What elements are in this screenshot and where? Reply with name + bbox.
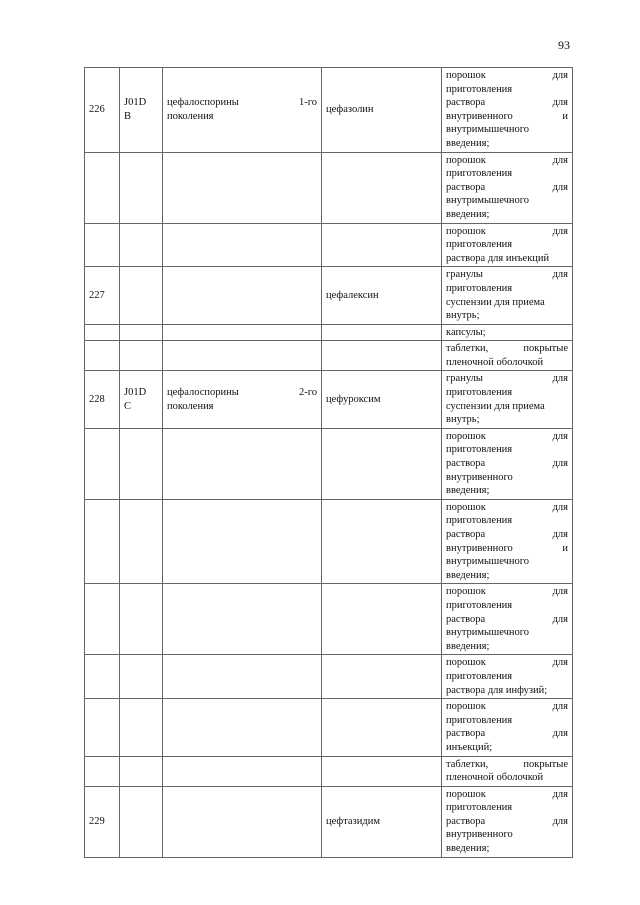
dosage-form [442,341,573,371]
atc-code [120,699,163,756]
table-row [85,786,573,857]
drug-group-suffix: поколения [167,110,214,122]
drug-group [163,428,322,499]
dosage-form-line: внутримышечного [446,195,530,207]
dosage-form [442,428,573,499]
table-row [85,371,573,428]
dosage-form-line: приготовления [446,239,513,251]
drug-group [163,655,322,699]
dosage-form-line: порошок для [446,154,568,166]
table-row [85,324,573,341]
drug-name [322,428,442,499]
dosage-form-line: введения; [446,208,490,220]
dosage-form-line: внутримышечного [446,627,530,639]
atc-code [120,267,163,324]
table-row [85,341,573,371]
drug-name [322,223,442,267]
drug-name [322,324,442,341]
row-number [85,499,120,584]
drug-name [322,341,442,371]
dosage-form [442,756,573,786]
dosage-form-line: порошок для [446,701,568,713]
table-body [85,68,573,858]
dosage-form-line: приготовления [446,168,513,180]
dosage-form [442,267,573,324]
dosage-form-line: инъекций; [446,741,493,753]
drug-group-suffix: поколения [167,400,214,412]
dosage-form [442,699,573,756]
drug-group [163,324,322,341]
dosage-form-line: приготовления [446,83,513,95]
table-row [85,152,573,223]
dosage-form [442,655,573,699]
dosage-form-line: приготовления [446,670,513,682]
row-number [85,324,120,341]
dosage-form-line: пленочной оболочкой [446,772,544,784]
atc-code [120,152,163,223]
atc-code: J01D B [120,68,163,153]
table-row [85,584,573,655]
dosage-form-line: введения; [446,640,490,652]
drug-group-word: цефалоспорины [167,97,239,109]
dosage-form-line: пленочной оболочкой [446,356,544,368]
drug-group [163,786,322,857]
drug-group-generation: 2-го [298,387,317,399]
dosage-form-line: раствора для [446,181,568,193]
dosage-form-line: раствора для инфузий; [446,684,548,696]
drug-group-generation: 1-го [298,97,317,109]
dosage-form-line: раствора для [446,728,568,740]
row-number: 228 [85,371,120,428]
dosage-form [442,223,573,267]
dosage-form-line: введения; [446,843,490,855]
dosage-form-line: внутримышечного [446,556,530,568]
atc-code [120,584,163,655]
atc-code [120,786,163,857]
dosage-form-line: приготовления [446,714,513,726]
drug-group [163,267,322,324]
drug-table [84,67,573,858]
dosage-form-line: порошок для [446,788,568,800]
dosage-form-line: введения; [446,569,490,581]
drug-name: цефуроксим [322,371,442,428]
row-number: 227 [85,267,120,324]
row-number [85,699,120,756]
drug-group [163,371,322,428]
atc-code [120,756,163,786]
atc-code [120,223,163,267]
dosage-form [442,68,573,153]
drug-name [322,699,442,756]
dosage-form-line: порошок для [446,430,568,442]
row-number [85,223,120,267]
dosage-form-line: приготовления [446,282,513,294]
dosage-form [442,786,573,857]
dosage-form-line: раствора для [446,529,568,540]
dosage-form [442,324,573,341]
dosage-form-line: приготовления [446,387,513,399]
page-number: 93 [558,38,570,52]
atc-code [120,324,163,341]
table-row [85,699,573,756]
dosage-form-line: порошок для [446,586,568,598]
dosage-form-line: гранулы для [446,373,568,385]
dosage-form [442,584,573,655]
dosage-form [442,499,573,584]
dosage-form-line: введения; [446,485,490,497]
table-row [85,68,573,153]
drug-group [163,699,322,756]
drug-name: цефазолин [322,68,442,153]
dosage-form-line: суспензии для приема [446,296,545,308]
drug-name [322,655,442,699]
row-number: 229 [85,786,120,857]
dosage-form-line: порошок для [446,501,568,513]
atc-code [120,499,163,584]
row-number [85,341,120,371]
row-number [85,655,120,699]
drug-group [163,584,322,655]
dosage-form-line: раствора для [446,613,568,625]
table-row [85,428,573,499]
dosage-form-line: приготовления [446,599,513,611]
drug-group [163,152,322,223]
drug-group [163,68,322,153]
drug-group [163,499,322,584]
table-row [85,499,573,584]
dosage-form-line: внутривенного и [446,542,568,554]
dosage-form-line: порошок для [446,225,568,237]
dosage-form-line: таблетки, покрытые [446,343,568,355]
drug-group-word: цефалоспорины [167,387,239,399]
dosage-form-line: приготовления [446,444,513,456]
dosage-form-line: внутрь; [446,414,480,426]
drug-name: цефалексин [322,267,442,324]
row-number [85,152,120,223]
dosage-form-line: внутрь; [446,310,480,322]
atc-code [120,428,163,499]
row-number [85,584,120,655]
drug-group [163,756,322,786]
atc-code: J01D C [120,371,163,428]
table-row [85,756,573,786]
dosage-form [442,152,573,223]
dosage-form-line: приготовления [446,802,513,814]
drug-name [322,584,442,655]
drug-name [322,152,442,223]
drug-name [322,499,442,584]
table-row [85,267,573,324]
dosage-form-line: внутривенного и [446,110,568,122]
dosage-form-line: суспензии для приема [446,400,545,412]
dosage-form-line: раствора для [446,458,568,470]
row-number [85,756,120,786]
table-row [85,655,573,699]
atc-code [120,655,163,699]
dosage-form-line: порошок для [446,70,568,81]
dosage-form [442,371,573,428]
dosage-form-line: введения; [446,137,490,149]
dosage-form-line: внутривенного [446,829,513,841]
dosage-form-line: внутримышечного [446,124,530,136]
drug-group [163,223,322,267]
atc-code [120,341,163,371]
row-number [85,428,120,499]
dosage-form-line: раствора для [446,815,568,827]
dosage-form-line: раствора для инъекций [446,252,550,264]
table-row [85,223,573,267]
drug-name [322,756,442,786]
dosage-form-line: порошок для [446,657,568,669]
drug-name: цефтазидим [322,786,442,857]
dosage-form-line: капсулы; [446,326,486,338]
drug-group [163,341,322,371]
dosage-form-line: таблетки, покрытые [446,758,568,770]
row-number: 226 [85,68,120,153]
dosage-form-line: приготовления [446,515,513,527]
dosage-form-line: внутривенного [446,471,513,483]
dosage-form-line: гранулы для [446,269,568,281]
dosage-form-line: раствора для [446,97,568,109]
